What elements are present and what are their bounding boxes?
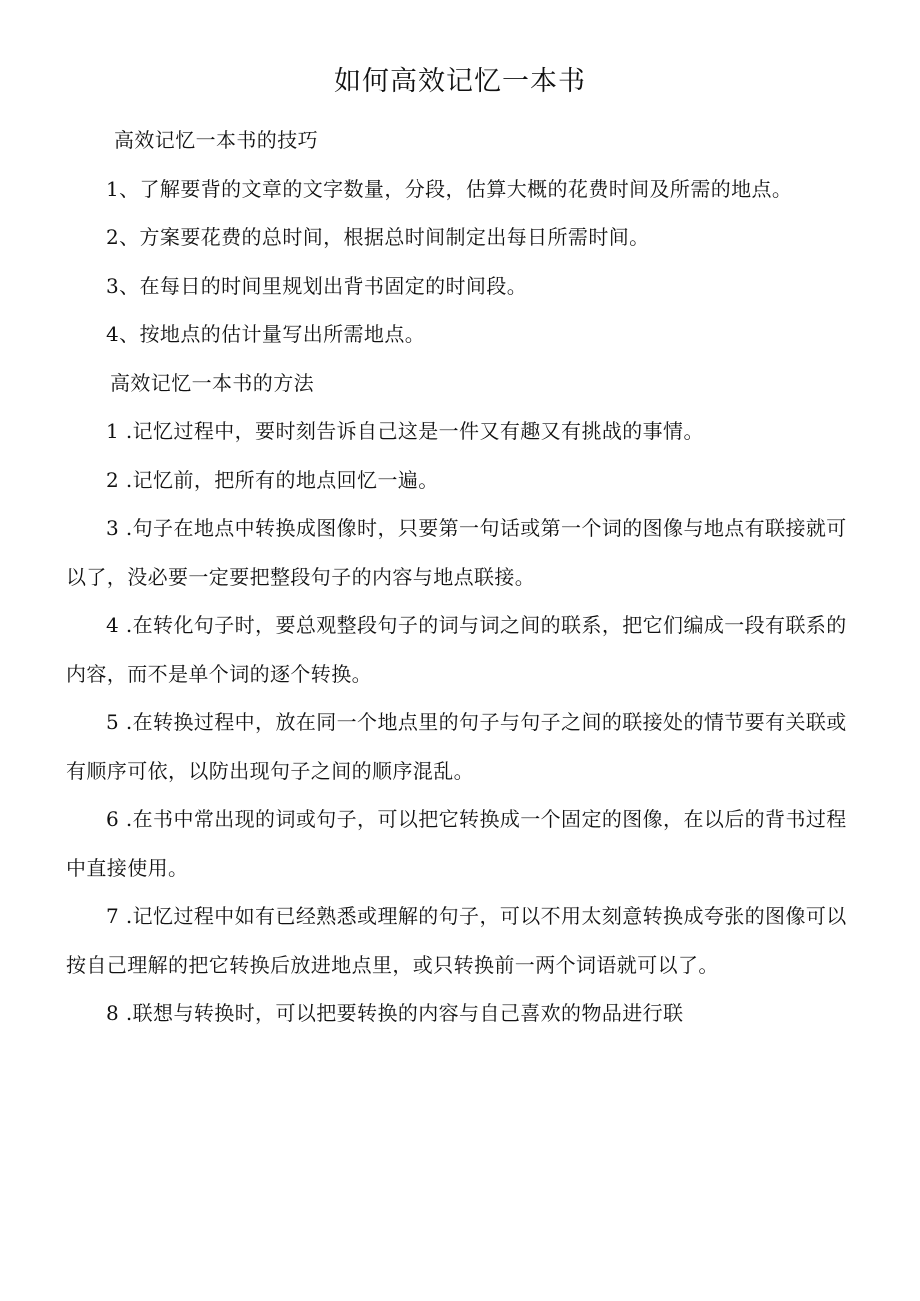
document-title: 如何高效记忆一本书	[334, 66, 586, 97]
method-item-4: 4 .在转化句子时，要总观整段句子的词与词之间的联系，把它们编成一段有联系的内容，而不是单个词的逐个转换。	[66, 613, 847, 686]
technique-item-2: 2、方案要花费的总时间，根据总时间制定出每日所需时间。	[106, 225, 650, 249]
method-item-3: 3 .句子在地点中转换成图像时，只要第一句话或第一个词的图像与地点有联接就可以了，没必要一定要把整段句子的内容与地点联接。	[66, 516, 847, 589]
document-body	[66, 116, 856, 1038]
section-heading-methods: 高效记忆一本书的方法	[110, 370, 314, 395]
method-item-8: 8 .联想与转换时，可以把要转换的内容与自己喜欢的物品进行联	[106, 1001, 684, 1025]
technique-item-3: 3、在每日的时间里规划出背书固定的时间段。	[106, 273, 528, 298]
technique-item-1: 1、了解要背的文章的文字数量，分段，估算大概的花费时间及所需的地点。	[106, 176, 793, 201]
method-item-5: 5 .在转换过程中，放在同一个地点里的句子与句子之间的联接处的情节要有关联或有顺序可依，以防出现句子之间的顺序混乱。	[66, 710, 847, 783]
method-item-2: 2 .记忆前，把所有的地点回忆一遍。	[106, 467, 439, 492]
method-item-7: 7 .记忆过程中如有已经熟悉或理解的句子，可以不用太刻意转换成夸张的图像可以按自己理解的把它转换后放进地点里，或只转换前一两个词语就可以了。	[66, 904, 847, 977]
method-item-6: 6 .在书中常出现的词或句子，可以把它转换成一个固定的图像，在以后的背书过程中直接使用。	[66, 807, 847, 880]
section-heading-techniques: 高效记忆一本书的技巧	[114, 128, 318, 152]
technique-item-4: 4、按地点的估计量写出所需地点。	[106, 322, 426, 346]
method-item-1: 1 .记忆过程中，要时刻告诉自己这是一件又有趣又有挑战的事情。	[106, 419, 704, 443]
